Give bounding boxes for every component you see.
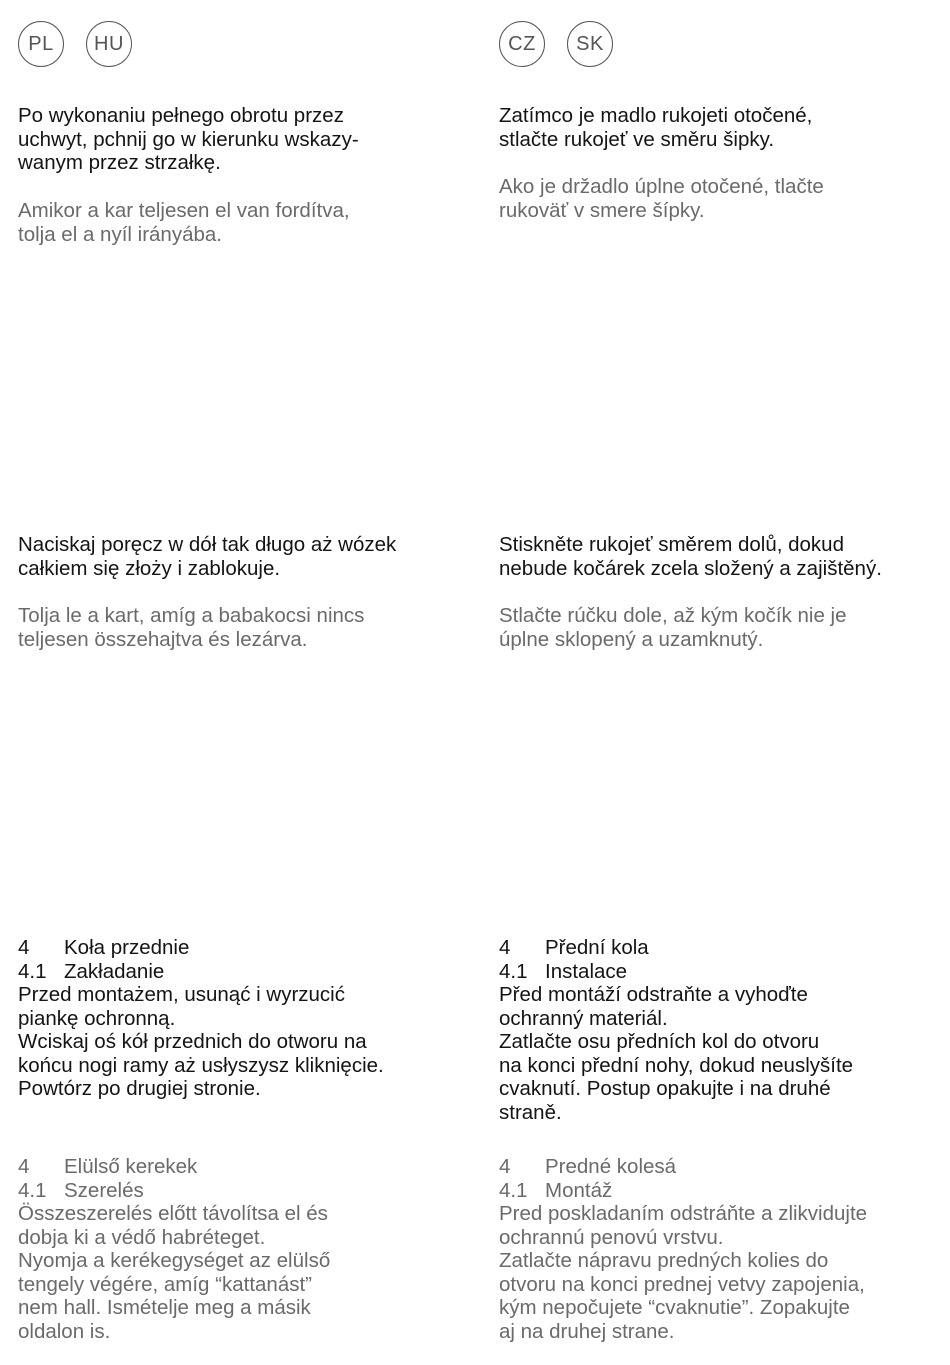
lang-badge-pl: PL: [18, 21, 64, 67]
subsection-number: 4.1: [499, 1178, 528, 1202]
subsection-number: 4.1: [18, 1178, 47, 1202]
section-heading: [18, 936, 468, 960]
lang-badge-hu: HU: [86, 21, 132, 67]
instruction-text-translation: Ako je držadlo úplne otočené, tlačte rukoväť v smere šípky.: [499, 175, 824, 222]
section-front-wheels: [18, 936, 468, 1101]
section-title: Elülső kerekek: [64, 1155, 198, 1178]
section-heading: [499, 936, 949, 960]
section-body: Przed montażem, usunąć i wyrzucić piankę ochronną. Wciskaj oś kół przednich do otworu na końcu nogi ramy aż usłyszysz kliknięcie. Powtórz po drugiej stronie.: [18, 983, 384, 1100]
section-body: Pred poskladaním odstráňte a zlikvidujte ochrannú penovú vrstvu. Zatlačte nápravu predných kolies do otvoru na konci prednej vetvy zapojenia, kým nepočujete “cvaknutie”. Zopakujte aj na druhej strane.: [499, 1202, 868, 1343]
lang-badge-cz: CZ: [499, 21, 545, 67]
instruction-text: Naciskaj poręcz w dół tak długo aż wózek całkiem się złoży i zablokuje.: [18, 533, 397, 580]
section-number: 4: [499, 1155, 511, 1178]
subsection-number: 4.1: [18, 959, 47, 983]
subsection-title: Zakładanie: [64, 959, 165, 983]
subsection-heading: [499, 1179, 949, 1203]
subsection-title: Instalace: [545, 959, 628, 983]
section-front-wheels: [499, 936, 949, 1124]
subsection-title: Montáž: [545, 1178, 613, 1202]
section-front-wheels-translation: [499, 1155, 949, 1343]
section-title: Přední kola: [545, 936, 649, 959]
language-badges: [499, 21, 613, 67]
section-number: 4: [18, 936, 30, 959]
lang-badge-sk: SK: [567, 21, 613, 67]
instruction-text-translation: Stlačte rúčku dole, až kým kočík nie je úplne sklopený a uzamknutý.: [499, 604, 847, 651]
left-column: [18, 0, 468, 1365]
instruction-text: Zatímco je madlo rukojeti otočené, stlačte rukojeť ve směru šipky.: [499, 104, 813, 151]
subsection-heading: [499, 960, 949, 984]
section-title: Koła przednie: [64, 936, 190, 959]
section-heading: [499, 1155, 949, 1179]
section-number: 4: [18, 1155, 30, 1178]
language-badges: [18, 21, 132, 67]
section-body: Před montáží odstraňte a vyhoďte ochranný materiál. Zatlačte osu předních kol do otvoru na konci přední nohy, dokud neuslyšíte cvaknutí. Postup opakujte i na druhé straně.: [499, 983, 854, 1124]
subsection-number: 4.1: [499, 959, 528, 983]
instruction-text-translation: Tolja le a kart, amíg a babakocsi nincs teljesen összehajtva és lezárva.: [18, 604, 365, 651]
subsection-heading: [18, 960, 468, 984]
section-front-wheels-translation: [18, 1155, 468, 1343]
subsection-title: Szerelés: [64, 1178, 144, 1202]
subsection-heading: [18, 1179, 468, 1203]
instruction-text: Stiskněte rukojeť směrem dolů, dokud nebude kočárek zcela složený a zajištěný.: [499, 533, 882, 580]
section-heading: [18, 1155, 468, 1179]
section-number: 4: [499, 936, 511, 959]
right-column: [499, 0, 949, 1365]
instruction-text: Po wykonaniu pełnego obrotu przez uchwyt, pchnij go w kierunku wskazy- wanym przez strzałkę.: [18, 104, 359, 174]
instruction-text-translation: Amikor a kar teljesen el van fordítva, tolja el a nyíl irányába.: [18, 199, 350, 246]
section-body: Összeszerelés előtt távolítsa el és dobja ki a védő habréteget. Nyomja a kerékegységet az elülső tengely végére, amíg “kattanást” nem hall. Ismételje meg a másik oldalon is.: [18, 1202, 331, 1343]
section-title: Predné kolesá: [545, 1155, 677, 1178]
